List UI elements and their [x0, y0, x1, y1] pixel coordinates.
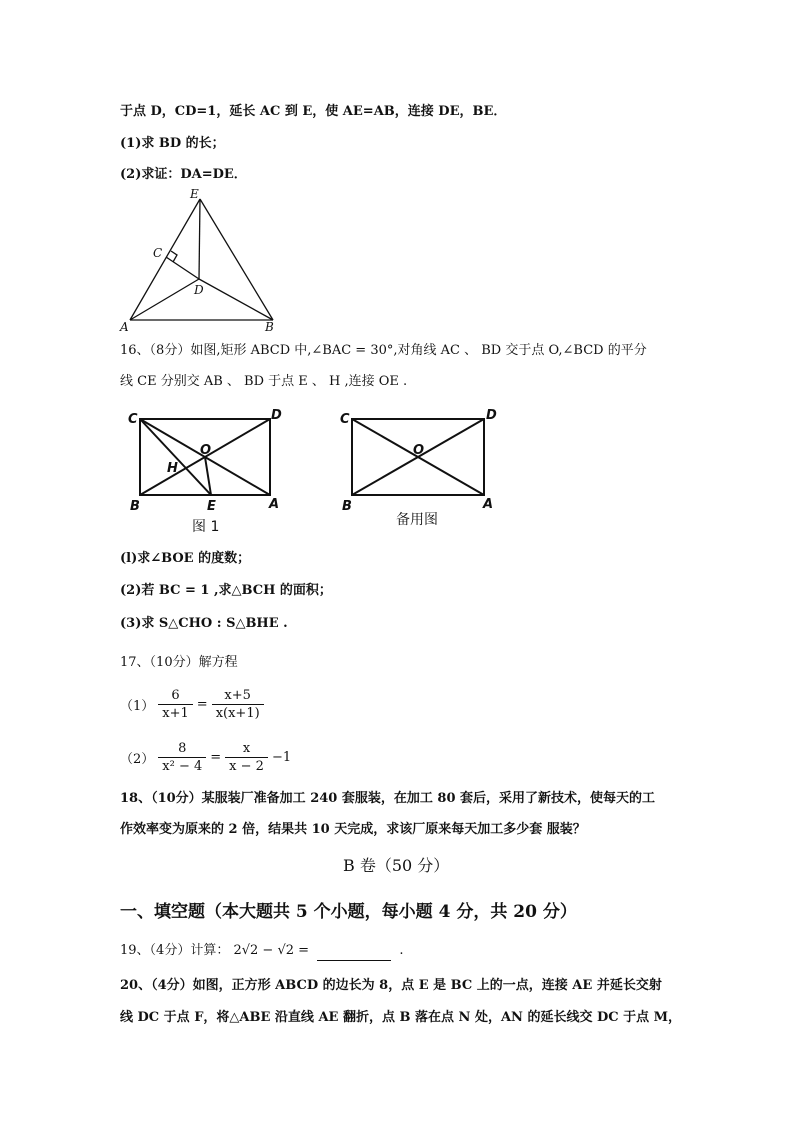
eq1-rhs-numerator: x+5	[224, 688, 251, 703]
label-d: D	[194, 283, 204, 297]
fig1-label-b: B	[130, 499, 140, 514]
q16-figure-1-caption: 图 1	[192, 519, 220, 535]
q16-spare-figure	[337, 405, 502, 515]
eq2-label: （2）	[120, 752, 155, 767]
fig2-label-c: C	[340, 412, 350, 427]
edge-cd	[166, 257, 199, 279]
section-fill-title: 一、填空题（本大题共 5 个小题，每小题 4 分，共 20 分）	[120, 902, 577, 922]
eq1-lhs-fraction	[158, 688, 193, 721]
q19-expression: 2√2 − √2 =	[233, 943, 310, 958]
fig2-label-d: D	[486, 408, 497, 423]
eq1-lhs-numerator: 6	[171, 688, 180, 703]
label-e: E	[190, 187, 199, 201]
fig2-label-o: O	[413, 443, 425, 458]
q15-triangle-figure	[115, 185, 290, 335]
edge-ad	[130, 279, 199, 320]
q16-part3: (3)求 S△CHO : S△BHE .	[120, 616, 288, 631]
q16-part2: (2)若 BC = 1 ,求△BCH 的面积；	[120, 583, 332, 598]
edge-bd	[199, 279, 273, 320]
eq1-lhs-denominator: x+1	[158, 704, 193, 721]
edge-ed	[199, 199, 200, 279]
eq1-rhs-fraction	[212, 688, 264, 721]
fig1-label-o: O	[200, 443, 212, 458]
q15-line1: 于点 D，CD=1，延长 AC 到 E，使 AE=AB，连接 DE，BE．	[120, 104, 507, 119]
fig2-label-b: B	[342, 499, 352, 514]
label-c: C	[153, 246, 163, 260]
fig1-label-d: D	[271, 408, 282, 423]
q16-figure-1	[125, 405, 285, 515]
q18-line1: 18、（10分）某服装厂准备加工 240 套服装，在加工 80 套后，采用了新技术，使每天的工	[120, 791, 656, 806]
q15-part2: (2)求证：DA=DE．	[120, 167, 247, 182]
q16-spare-figure-caption: 备用图	[396, 512, 438, 528]
eq2-equals: =	[210, 750, 222, 765]
label-a: A	[120, 320, 129, 334]
fig2-label-a: A	[483, 497, 494, 512]
section-b-title: B 卷（50 分）	[343, 856, 450, 875]
q19-prefix: 19、（4分）计算：	[120, 943, 230, 958]
eq2-rhs-denominator: x − 2	[225, 757, 268, 774]
q19-answer-blank[interactable]	[317, 946, 391, 961]
eq2-rhs-numerator: x	[242, 741, 251, 756]
eq2-rhs-fraction	[225, 741, 268, 774]
fig1-label-a: A	[269, 497, 280, 512]
q17-equation-1	[120, 688, 268, 721]
q17-title: 17、（10分）解方程	[120, 655, 238, 670]
eq2-lhs-numerator: 8	[178, 741, 187, 756]
edge-ea	[130, 199, 200, 320]
q20-line1: 20、（4分）如图，正方形 ABCD 的边长为 8，点 E 是 BC 上的一点，连接 AE 并延长交射	[120, 978, 662, 993]
eq1-equals: =	[196, 697, 208, 712]
q16-part1: (l)求∠BOE 的度数；	[120, 551, 251, 566]
edge-eb	[200, 199, 273, 320]
eq2-lhs-fraction	[158, 741, 206, 774]
fig1-label-e: E	[207, 499, 216, 514]
q16-line1: 16、（8分）如图,矩形 ABCD 中,∠BAC = 30°,对角线 AC 、 BD 交于点 O,∠BCD 的平分	[120, 343, 647, 358]
q18-line2: 作效率变为原来的 2 倍，结果共 10 天完成，求该厂原来每天加工多少套 服装？	[120, 822, 586, 837]
q15-part1: (1)求 BD 的长；	[120, 136, 225, 151]
fig1-label-h: H	[167, 461, 178, 476]
eq2-tail: −1	[271, 750, 292, 765]
q16-line2: 线 CE 分别交 AB 、 BD 于点 E 、 H ,连接 OE .	[120, 374, 408, 389]
fig1-label-c: C	[128, 412, 138, 427]
label-b: B	[265, 320, 274, 334]
q17-equation-2	[120, 741, 291, 774]
q19-suffix: .	[399, 943, 404, 958]
eq1-label: （1）	[120, 699, 155, 714]
eq2-lhs-denominator: x² − 4	[158, 757, 206, 774]
q19-line	[120, 941, 403, 961]
eq1-rhs-denominator: x(x+1)	[212, 704, 264, 721]
q20-line2: 线 DC 于点 F，将△ABE 沿直线 AE 翻折，点 B 落在点 N 处，AN 的延长线交 DC 于点 M，	[120, 1010, 682, 1025]
